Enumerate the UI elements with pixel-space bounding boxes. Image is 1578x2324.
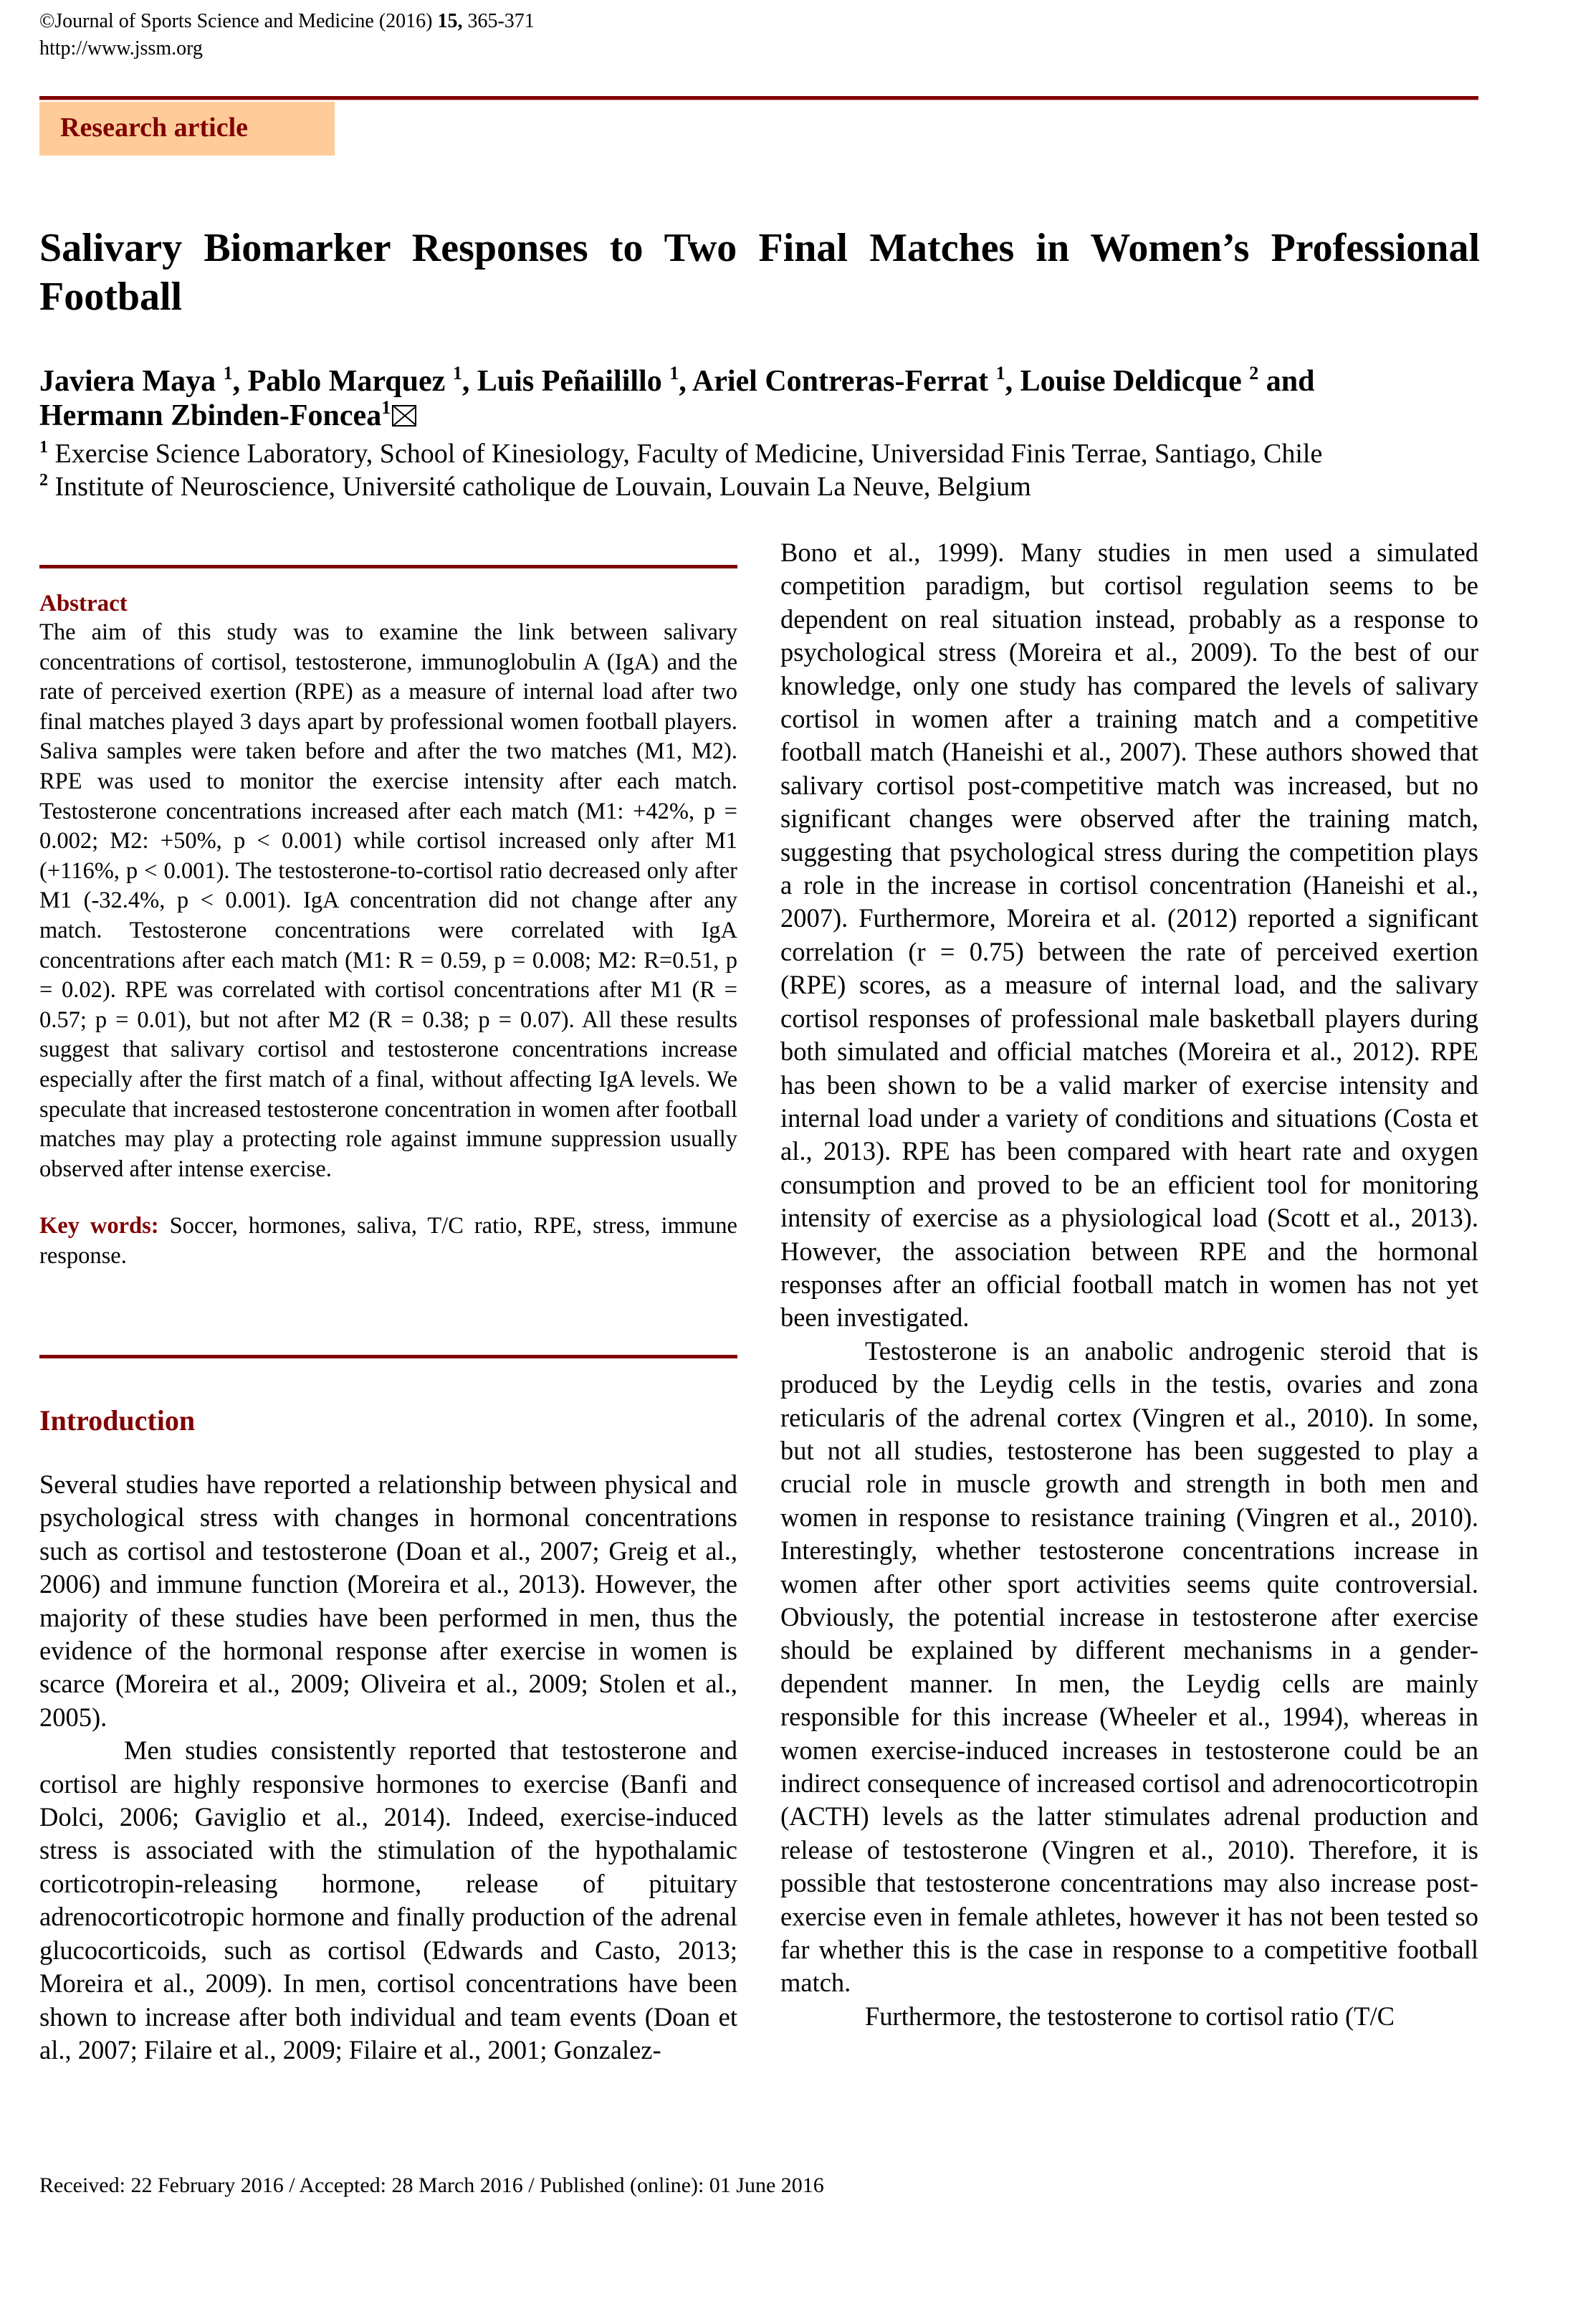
author: Ariel Contreras-Ferrat $^1$,	[692, 363, 1020, 398]
affiliation-number: 1	[39, 438, 48, 457]
abstract-heading: Abstract	[39, 591, 128, 616]
abstract-bottom-rule	[39, 1355, 737, 1358]
keywords-label: Key words:	[39, 1213, 159, 1239]
journal-name: ©Journal of Sports Science and Medicine (2016)	[39, 10, 438, 32]
article-type-label: Research article	[60, 113, 249, 143]
introduction-right-body	[780, 536, 1478, 2033]
journal-pages: 365-371	[462, 10, 535, 32]
author-corresponding: Hermann Zbinden-Foncea$^1$	[39, 397, 391, 432]
affiliation-text: Exercise Science Laboratory, School of Kinesiology, Faculty of Medicine, Universidad Finis Terrae, Santiago, Chile	[48, 439, 1323, 469]
author: Louise Deldicque $^2$ and	[1020, 363, 1315, 398]
paper-title: Salivary Biomarker Responses to Two Final Matches in Women’s Professional Football	[39, 226, 1480, 319]
author: Luis Peñailillo $^1$,	[477, 363, 692, 398]
affiliation-text: Institute of Neuroscience, Université catholique de Louvain, Louvain La Neuve, Belgium	[48, 472, 1031, 502]
abstract-section	[39, 589, 737, 1271]
paragraph: Several studies have reported a relationship between physical and psychological stress with changes in hormonal concentrations such as cortisol and testosterone (Doan et al., 2007; Greig et al., 2006) and immune function (Moreira et al., 2013). However, the majority of these studies have been performed in men, thus the evidence of the hormonal response after exercise in women is scarce (Moreira et al., 2009; Oliveira et al., 2009; Stolen et al., 2005).	[39, 1470, 737, 1732]
journal-url[interactable]: http://www.jssm.org	[39, 37, 203, 59]
article-type-banner	[39, 102, 335, 156]
affiliation-1	[39, 437, 1480, 470]
paragraph: Furthermore, the testosterone to cortisol ratio (T/C	[865, 2001, 1395, 2031]
header-rule	[39, 96, 1478, 100]
paragraph: Testosterone is an anabolic androgenic steroid that is produced by the Leydig cells in the testis, ovaries and zona reticularis of the adrenal cortex (Vingren et al., 2010). In some, but not all studies, testosterone has been suggested to play a crucial role in muscle growth and strength in both men and women in response to resistance training (Vingren et al., 2010). Interestingly, whether testosterone concentrations increase in women after other sport activities seems quite controversial. Obviously, the potential increase in testosterone after exercise should be explained by different mechanisms in a gender-dependent manner. In men, the Leydig cells are mainly responsible for this increase (Wheeler et al., 1994), whereas in women exercise-induced increases in testosterone could be an indirect consequence of increased cortisol and adrenocorticotropin (ACTH) levels as the latter stimulates adrenal production and release of testosterone (Vingren et al., 2010). Therefore, it is possible that testosterone concentrations may also increase post-exercise even in female athletes, however it has not been tested so far whether this is the case in response to a competitive football match.	[780, 1335, 1478, 1998]
journal-citation	[39, 9, 535, 34]
abstract-top-rule	[39, 565, 737, 568]
affiliation-2	[39, 470, 1480, 503]
journal-volume: 15,	[437, 10, 463, 32]
abstract-body: The aim of this study was to examine the link between salivary concentrations of cortisol, testosterone, immunoglobulin A (IgA) and the rate of perceived exertion (RPE) as a measure of internal load after two final matches played 3 days apart by professional women football players. Saliva samples were taken before and after the two matches (M1, M2). RPE was used to monitor the exercise intensity after each match. Testosterone concentrations increased after each match (M1: +42%, p = 0.002; M2: +50%, p < 0.001) while cortisol increased only after M1 (+116%, p < 0.001). The testosterone-to-cortisol ratio decreased only after M1 (-32.4%, p < 0.001). IgA concentration did not change after any match. Testosterone concentrations were correlated with IgA concentrations after each match (M1: R = 0.59, p = 0.008; M2: R=0.51, p = 0.02). RPE was correlated with cortisol concentrations after M1 (R = 0.57; p = 0.01), but not after M2 (R = 0.38; p = 0.07). All these results suggest that salivary cortisol and testosterone concentrations increase especially after the first match of a final, without affecting IgA levels. We speculate that increased testosterone concentration in women after football matches may play a protecting role against immune suppression usually observed after intense exercise.	[39, 619, 737, 1182]
affiliation-number: 2	[39, 471, 48, 490]
paragraph: Men studies consistently reported that testosterone and cortisol are highly responsive hormones to exercise (Banfi and Dolci, 2006; Gaviglio et al., 2014). Indeed, exercise-induced stress is associated with the stimulation of the hypothalamic corticotropin-releasing hormone, release of pituitary adrenocorticotropic hormone and finally production of the adrenal glucocorticoids, such as cortisol (Edwards and Casto, 2013; Moreira et al., 2009). In men, cortisol concentrations have been shown to increase after both individual and team events (Doan et al., 2007; Filaire et al., 2009; Filaire et al., 2001; Gonzalez-	[39, 1735, 737, 2065]
introduction-heading: Introduction	[39, 1404, 196, 1437]
envelope-icon[interactable]	[392, 405, 416, 427]
author: Javiera Maya $^1$,	[39, 363, 248, 398]
author: Pablo Marquez $^1$,	[247, 363, 477, 398]
keywords	[39, 1211, 737, 1271]
paragraph: Bono et al., 1999). Many studies in men used a simulated competition paradigm, but cortisol regulation seems to be dependent on real situation instead, probably as a response to psychological stress (Moreira et al., 2009). To the best of our knowledge, only one study has compared the levels of salivary cortisol in women after a training match and a competitive football match (Haneishi et al., 2007). These authors showed that salivary cortisol post-competitive match was increased, but no significant changes were observed after the training match, suggesting that psychological stress during the competition plays a role in the increase in cortisol concentration (Haneishi et al., 2007). Furthermore, Moreira et al. (2012) reported a significant correlation (r = 0.75) between the rate of perceived exertion (RPE) scores, as a measure of internal load, and the salivary cortisol responses of professional male basketball players during both simulated and official matches (Moreira et al., 2012). RPE has been shown to be a valid marker of exercise intensity and internal load under a variety of conditions and situations (Costa et al., 2013). RPE has been compared with heart rate and oxygen consumption and proved to be an efficient tool for monitoring intensity of exercise as a physiological load (Scott et al., 2013). However, the association between RPE and the hormonal responses after an official football match in women has not yet been investigated.	[780, 538, 1478, 1333]
keywords-list: Soccer, hormones, saliva, T/C ratio, RPE, stress, immune response.	[39, 1213, 737, 1269]
author-list	[39, 364, 1480, 433]
introduction-left-body	[39, 1468, 737, 2067]
publication-dates: Received: 22 February 2016 / Accepted: 28 March 2016 / Published (online): 01 June 2016	[39, 2173, 824, 2197]
